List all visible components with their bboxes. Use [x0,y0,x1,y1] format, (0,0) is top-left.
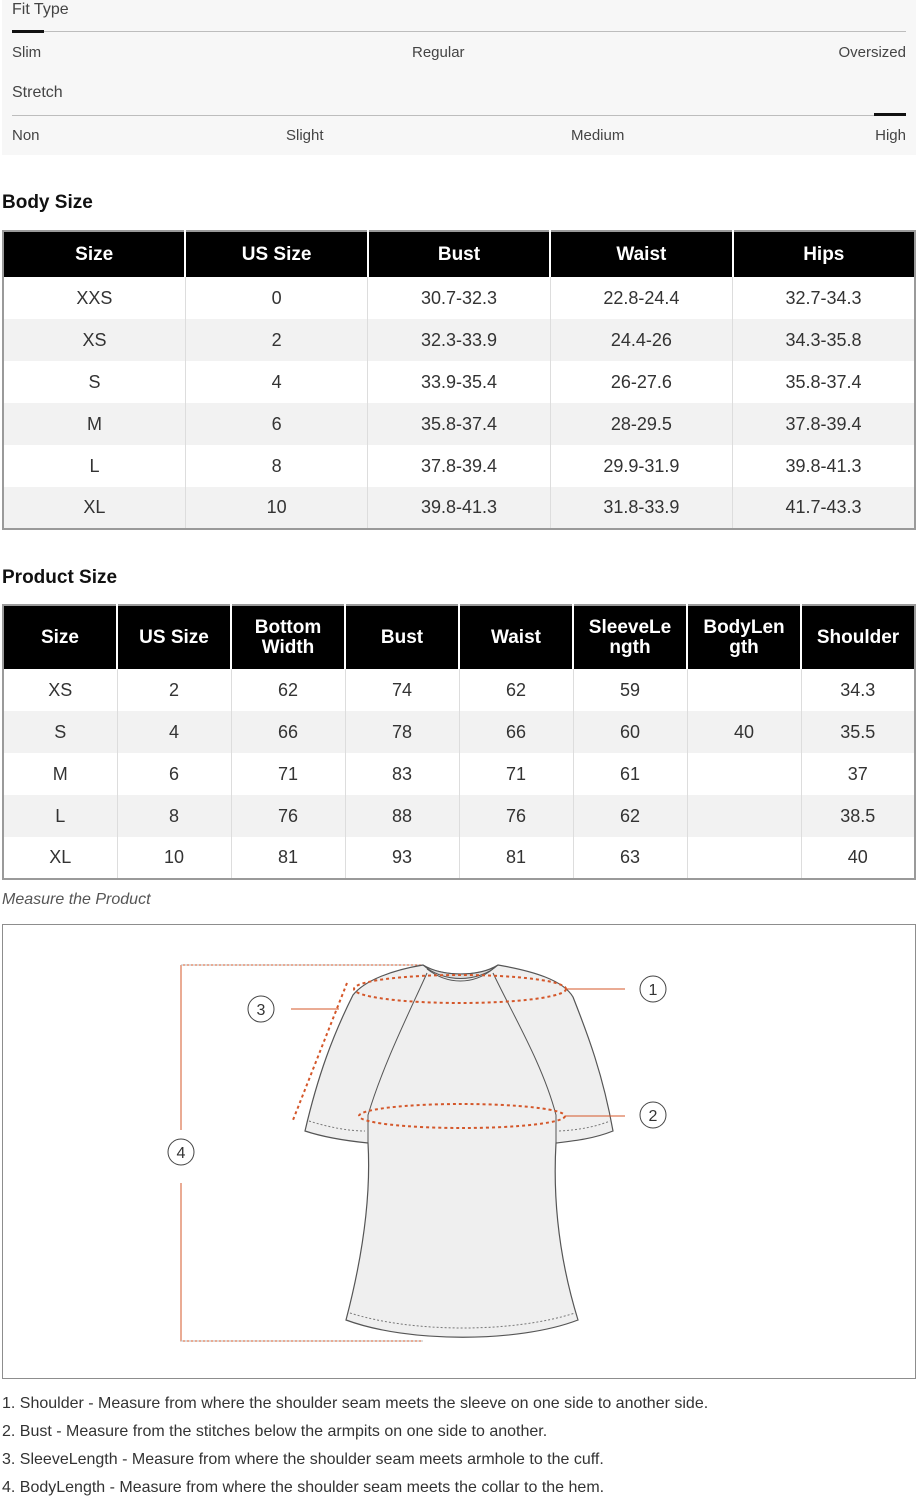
note-shoulder: 1. Shoulder - Measure from where the shoulder seam meets the sleeve on one side to another side. [2,1395,709,1412]
note-sleeve-length: 3. SleeveLength - Measure from where the shoulder seam meets armhole to the cuff. [2,1451,604,1468]
table-cell: 71 [231,753,345,795]
measurement-notes [2,1392,916,1500]
table-row [3,669,915,711]
table-cell: 35.8-37.4 [368,403,550,445]
note-body-length: 4. BodyLength - Measure from where the shoulder seam meets the collar to the hem. [2,1479,605,1496]
callout-2-label: 2 [648,1108,658,1125]
table-cell: 37.8-39.4 [733,403,915,445]
product-size-header: US Size [117,605,231,669]
table-cell: 37 [801,753,915,795]
fit-option-regular: Regular [412,44,465,61]
table-cell: 32.3-33.9 [368,319,550,361]
table-cell: 33.9-35.4 [368,361,550,403]
table-cell: 62 [231,669,345,711]
table-cell: 35.5 [801,711,915,753]
table-cell: 4 [185,361,367,403]
table-row [3,795,915,837]
table-cell: 88 [345,795,459,837]
table-cell: 26-27.6 [550,361,732,403]
table-cell: 78 [345,711,459,753]
table-cell: M [52,763,68,784]
table-cell: XL [49,847,72,867]
table-cell: 37.8-39.4 [368,445,550,487]
table-cell: 40 [801,837,915,879]
table-cell: L [3,795,117,837]
product-size-title: Product Size [2,567,118,588]
table-cell: 34.3 [801,669,915,711]
table-row [3,277,915,319]
table-cell [687,837,801,879]
table-row [3,445,915,487]
table-row [3,361,915,403]
fit-option-oversized: Oversized [838,44,906,61]
table-cell: 61 [573,753,687,795]
table-cell: 6 [185,403,367,445]
fit-stretch-panel [2,0,916,155]
table-cell: 60 [573,711,687,753]
table-cell: 0 [185,277,367,319]
fit-type-label: Fit Type [12,1,69,18]
table-cell: XS [3,319,185,361]
table-cell: 71 [459,753,573,795]
table-row [3,319,915,361]
table-cell: 34.3-35.8 [733,319,915,361]
product-size-header: Waist [459,605,573,669]
table-row [3,487,915,529]
product-size-header: Size [3,605,117,669]
table-cell: 93 [345,837,459,879]
table-cell: 62 [573,795,687,837]
note-bust: 2. Bust - Measure from the stitches below the armpits on one side to another. [2,1423,548,1440]
tshirt-measure-illustration [3,925,915,1378]
table-cell: 29.9-31.9 [550,445,732,487]
table-cell: 38.5 [801,795,915,837]
body-size-header: Size [3,231,185,277]
fit-type-selected-marker [12,30,44,33]
table-cell: M [3,403,185,445]
table-cell: 22.8-24.4 [550,277,732,319]
table-cell: 76 [231,795,345,837]
table-cell: 39.8-41.3 [368,487,550,529]
table-cell: S [3,711,117,753]
product-size-table [2,604,916,880]
measure-caption: Measure the Product [2,891,151,908]
table-row [3,753,915,795]
table-row [3,837,915,879]
table-cell: L [89,455,100,476]
table-cell: 39.8-41.3 [733,445,915,487]
table-cell: 66 [231,711,345,753]
product-size-header: BodyLen gth [687,605,801,669]
table-cell: 2 [117,669,231,711]
stretch-selected-marker [874,113,906,116]
table-cell: 24.4-26 [550,319,732,361]
body-size-header: US Size [185,231,367,277]
table-cell: 32.7-34.3 [733,277,915,319]
table-row [3,711,915,753]
stretch-scale-track [12,115,906,116]
table-row [3,403,915,445]
table-cell: 76 [459,795,573,837]
product-size-header: Bust [345,605,459,669]
callout-4-label: 4 [176,1145,186,1162]
table-cell: 30.7-32.3 [368,277,550,319]
measurement-diagram [2,924,916,1379]
table-cell: 62 [459,669,573,711]
product-size-header: Shoulder [801,605,915,669]
table-cell: 8 [185,445,367,487]
body-size-header: Hips [733,231,915,277]
fit-type-scale-track [12,31,906,32]
table-cell: 74 [345,669,459,711]
table-cell: S [88,371,101,392]
callout-1-label: 1 [648,982,658,999]
table-cell: 31.8-33.9 [550,487,732,529]
callout-3-label: 3 [256,1002,266,1019]
table-cell: 59 [573,669,687,711]
table-cell: XS [48,679,73,700]
table-cell: 66 [459,711,573,753]
body-size-table [2,230,916,530]
fit-option-slim: Slim [12,44,42,61]
table-cell: 28-29.5 [550,403,732,445]
body-size-header: Waist [550,231,732,277]
table-cell: XL [3,487,185,529]
table-cell: 81 [459,837,573,879]
product-size-header: SleeveLe ngth [573,605,687,669]
stretch-option-medium: Medium [571,127,625,144]
table-cell: 4 [117,711,231,753]
stretch-option-slight: Slight [286,127,324,144]
body-size-header: Bust [368,231,550,277]
table-cell: 35.8-37.4 [733,361,915,403]
table-cell: 63 [573,837,687,879]
table-cell: 10 [117,837,231,879]
table-cell: 6 [117,753,231,795]
table-cell: 83 [345,753,459,795]
tshirt-icon [305,965,613,1337]
stretch-option-non: Non [12,127,40,144]
table-cell: 40 [687,711,801,753]
body-size-header-row [3,231,915,277]
product-size-header: Bottom Width [231,605,345,669]
table-cell: 2 [185,319,367,361]
table-cell: 41.7-43.3 [733,487,915,529]
product-size-header-row [3,605,915,669]
table-cell [687,669,801,711]
table-cell: 81 [231,837,345,879]
table-cell: XXS [76,287,113,308]
table-cell: 10 [185,487,367,529]
table-cell [687,753,801,795]
body-size-title: Body Size [2,192,93,213]
table-cell [687,795,801,837]
table-cell: 8 [117,795,231,837]
stretch-label: Stretch [12,84,63,101]
stretch-option-high: High [875,127,906,144]
